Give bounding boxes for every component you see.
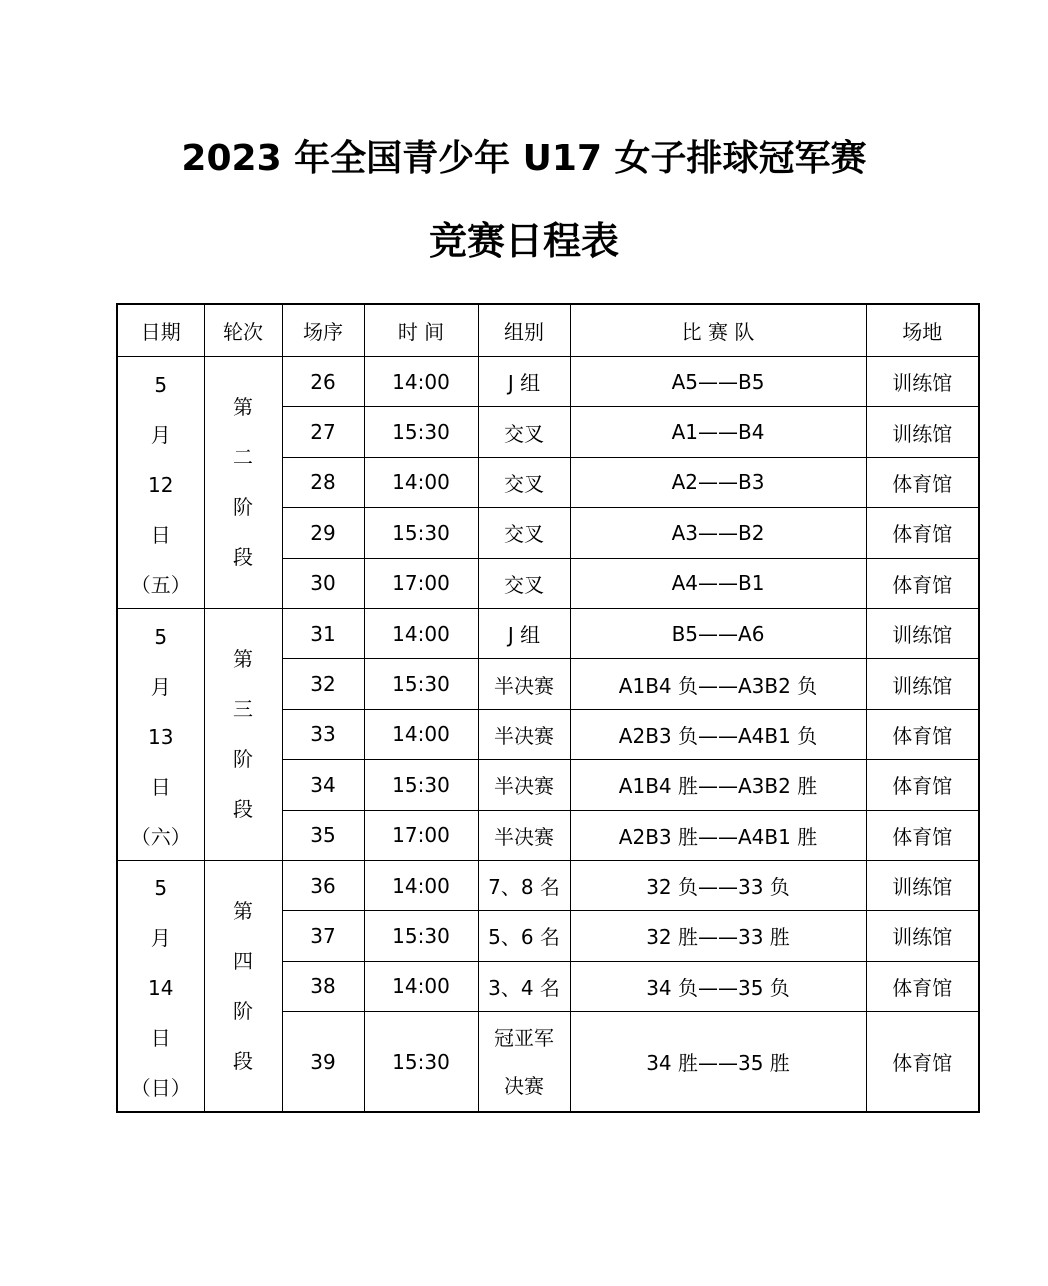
match-group: 3、4 名 xyxy=(478,961,570,1011)
match-time: 14:00 xyxy=(364,457,478,507)
match-teams: A2——B3 xyxy=(570,457,866,507)
match-no: 34 xyxy=(282,760,364,810)
round-line: 第 xyxy=(233,647,253,672)
match-teams: A1——B4 xyxy=(570,407,866,457)
match-teams: A1B4 负——A3B2 负 xyxy=(570,659,866,709)
match-no: 28 xyxy=(282,457,364,507)
group-line: 决赛 xyxy=(504,1073,544,1098)
match-teams: 32 负——33 负 xyxy=(570,860,866,910)
match-venue: 训练馆 xyxy=(866,911,979,961)
match-venue: 训练馆 xyxy=(866,407,979,457)
match-venue: 训练馆 xyxy=(866,608,979,658)
match-teams: 34 胜——35 胜 xyxy=(570,1012,866,1113)
match-teams: A2B3 胜——A4B1 胜 xyxy=(570,810,866,860)
round-line: 段 xyxy=(233,1048,253,1073)
match-group: 交叉 xyxy=(478,558,570,608)
match-time: 14:00 xyxy=(364,709,478,759)
match-venue: 训练馆 xyxy=(866,659,979,709)
match-no: 32 xyxy=(282,659,364,709)
match-venue: 体育馆 xyxy=(866,457,979,507)
date-line: （日） xyxy=(130,1076,191,1101)
match-teams: B5——A6 xyxy=(570,608,866,658)
match-venue: 体育馆 xyxy=(866,760,979,810)
match-group: 7、8 名 xyxy=(478,860,570,910)
match-time: 15:30 xyxy=(364,760,478,810)
header-row xyxy=(117,304,979,357)
round-line: 三 xyxy=(233,697,253,722)
match-venue: 体育馆 xyxy=(866,1012,979,1113)
match-group: 交叉 xyxy=(478,407,570,457)
match-no: 35 xyxy=(282,810,364,860)
match-no: 37 xyxy=(282,911,364,961)
match-group: 半决赛 xyxy=(478,659,570,709)
page-title: 2023 年全国青少年 U17 女子排球冠军赛 xyxy=(181,138,867,179)
date-line: 5 xyxy=(154,876,168,901)
date-cell xyxy=(117,357,204,609)
match-group: 交叉 xyxy=(478,508,570,558)
match-teams: A1B4 胜——A3B2 胜 xyxy=(570,760,866,810)
match-group: 半决赛 xyxy=(478,810,570,860)
match-time: 14:00 xyxy=(364,357,478,407)
header-teams: 比 赛 队 xyxy=(570,304,866,357)
match-time: 15:30 xyxy=(364,1012,478,1113)
match-venue: 体育馆 xyxy=(866,508,979,558)
match-venue: 体育馆 xyxy=(866,558,979,608)
match-teams: A3——B2 xyxy=(570,508,866,558)
match-group: 半决赛 xyxy=(478,709,570,759)
header-round: 轮次 xyxy=(204,304,282,357)
round-line: 段 xyxy=(233,545,253,570)
date-line: 日 xyxy=(150,1026,171,1051)
date-line: 14 xyxy=(148,976,174,1001)
round-line: 段 xyxy=(233,797,253,822)
match-no: 36 xyxy=(282,860,364,910)
round-line: 第 xyxy=(233,395,253,420)
header-group: 组别 xyxy=(478,304,570,357)
match-time: 17:00 xyxy=(364,558,478,608)
table-row xyxy=(117,860,979,910)
table-row xyxy=(117,357,979,407)
match-group: 5、6 名 xyxy=(478,911,570,961)
date-line: 日 xyxy=(150,522,171,547)
match-no: 31 xyxy=(282,608,364,658)
date-cell xyxy=(117,860,204,1112)
match-teams: 34 负——35 负 xyxy=(570,961,866,1011)
date-line: 月 xyxy=(150,422,171,447)
match-no: 33 xyxy=(282,709,364,759)
match-no: 27 xyxy=(282,407,364,457)
match-venue: 训练馆 xyxy=(866,357,979,407)
date-cell xyxy=(117,608,204,860)
round-cell xyxy=(204,357,282,609)
match-time: 15:30 xyxy=(364,911,478,961)
date-line: 5 xyxy=(154,372,168,397)
round-line: 四 xyxy=(233,948,253,973)
match-time: 14:00 xyxy=(364,608,478,658)
match-group xyxy=(478,1012,570,1113)
match-group: 半决赛 xyxy=(478,760,570,810)
match-time: 15:30 xyxy=(364,659,478,709)
table-row xyxy=(117,608,979,658)
match-time: 15:30 xyxy=(364,407,478,457)
match-no: 39 xyxy=(282,1012,364,1113)
date-line: 月 xyxy=(150,674,171,699)
match-time: 15:30 xyxy=(364,508,478,558)
match-no: 38 xyxy=(282,961,364,1011)
round-line: 第 xyxy=(233,898,253,923)
match-group: 交叉 xyxy=(478,457,570,507)
match-time: 14:00 xyxy=(364,961,478,1011)
match-teams: A5——B5 xyxy=(570,357,866,407)
match-group: J 组 xyxy=(478,608,570,658)
round-cell xyxy=(204,608,282,860)
match-venue: 体育馆 xyxy=(866,961,979,1011)
match-venue: 体育馆 xyxy=(866,810,979,860)
header-time: 时 间 xyxy=(364,304,478,357)
date-line: 12 xyxy=(148,472,174,497)
match-teams: A4——B1 xyxy=(570,558,866,608)
date-line: 日 xyxy=(150,774,171,799)
date-line: 月 xyxy=(150,926,171,951)
match-teams: A2B3 负——A4B1 负 xyxy=(570,709,866,759)
round-line: 阶 xyxy=(233,495,253,520)
match-no: 26 xyxy=(282,357,364,407)
match-venue: 体育馆 xyxy=(866,709,979,759)
header-venue: 场地 xyxy=(866,304,979,357)
match-time: 14:00 xyxy=(364,860,478,910)
match-teams: 32 胜——33 胜 xyxy=(570,911,866,961)
round-line: 阶 xyxy=(233,998,253,1023)
header-date: 日期 xyxy=(117,304,204,357)
date-line: （六） xyxy=(130,824,191,849)
round-line: 阶 xyxy=(233,747,253,772)
match-venue: 训练馆 xyxy=(866,860,979,910)
date-line: 13 xyxy=(148,724,174,749)
date-line: （五） xyxy=(130,572,191,597)
match-no: 29 xyxy=(282,508,364,558)
header-match-no: 场序 xyxy=(282,304,364,357)
match-time: 17:00 xyxy=(364,810,478,860)
group-line: 冠亚军 xyxy=(494,1025,554,1050)
match-no: 30 xyxy=(282,558,364,608)
page-subtitle: 竞赛日程表 xyxy=(428,219,619,263)
date-line: 5 xyxy=(154,624,168,649)
round-cell xyxy=(204,860,282,1112)
round-line: 二 xyxy=(233,445,253,470)
schedule-table xyxy=(116,303,980,1113)
match-group: J 组 xyxy=(478,357,570,407)
